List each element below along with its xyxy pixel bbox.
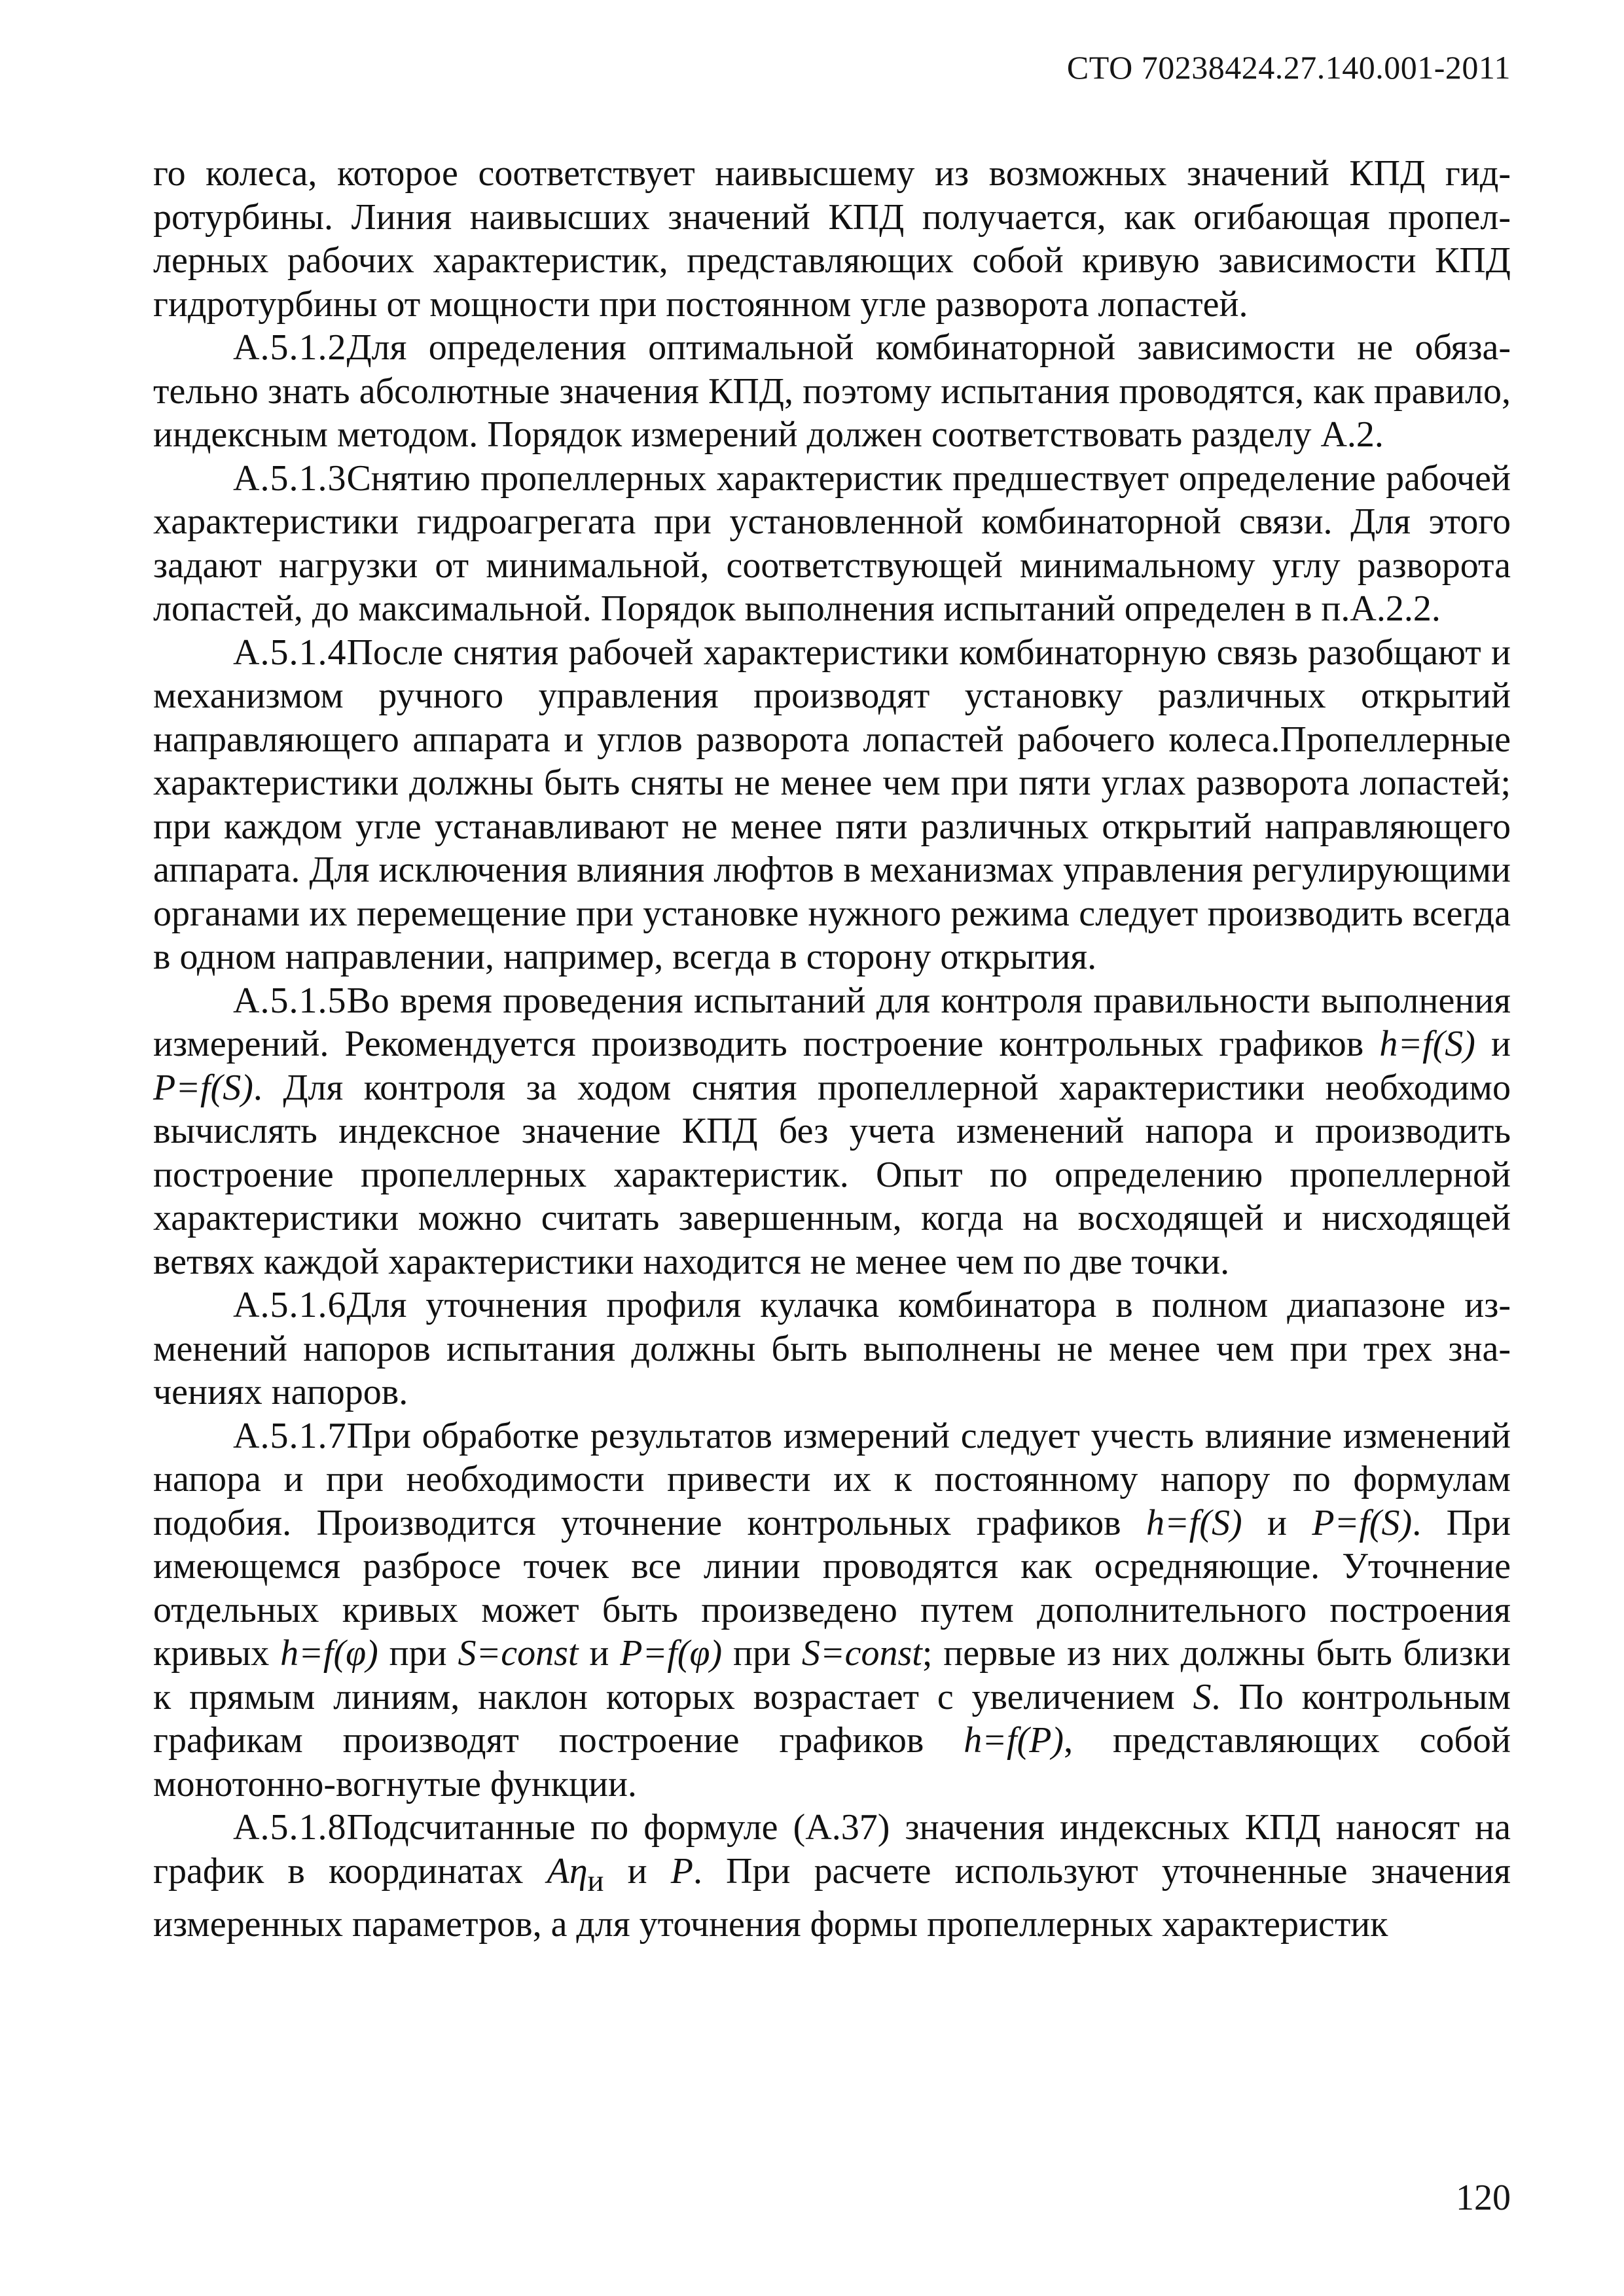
formula: h=f(P) <box>964 1720 1064 1761</box>
formula: Aη <box>547 1850 588 1892</box>
paragraph-a-5-1-6 <box>153 1283 1511 1414</box>
paragraph-text: Во время проведения испытаний для контроля правильности выполнения измерений. Рекомендуется производить построение контрольных графиков <box>153 980 1511 1064</box>
paragraph-text: при <box>378 1633 458 1674</box>
formula: S <box>1193 1676 1212 1717</box>
clause-number: А.5.1.2 <box>233 327 347 368</box>
formula: h=f(S) <box>1146 1502 1242 1543</box>
paragraph-text: . При расчете используют уточненные значения измеренных параметров, а для уточнения формы пропеллерных характеристик <box>153 1850 1511 1945</box>
paragraph-text: и <box>1475 1024 1511 1064</box>
paragraph-text: , представляющих собой монотонно-вогнутые функции. <box>153 1720 1511 1804</box>
clause-number: А.5.1.8 <box>233 1807 347 1848</box>
paragraph-text: го колеса, которое соответствует наивысшему из возможных значений КПД гидротурбины. Линия наивысших значений КПД получается, как огибающая пропеллерных рабочих характеристик, представляющих собой кривую зависимости КПД гидротурбины от мощности при постоянном угле разворота лопастей. <box>153 153 1511 325</box>
paragraph-text: Для определения оптимальной комбинаторной зависимости не обязательно знать абсолютные значения КПД, поэтому испытания проводятся, как правило, индексным методом. Порядок измерений должен соответствовать разделу А.2. <box>153 327 1511 455</box>
paragraph-a-5-1-8 <box>153 1806 1511 1946</box>
page-number: 120 <box>1456 2178 1511 2218</box>
paragraph-text: ; первые из них должны быть близки к прямым линиям, наклон которых возрастает с увеличением <box>153 1633 1511 1717</box>
paragraph-a-5-1-7 <box>153 1414 1511 1806</box>
formula: h=f(S) <box>1379 1024 1475 1064</box>
formula: P=f(S) <box>1312 1502 1413 1543</box>
document-code-header: СТО 70238424.27.140.001-2011 <box>1066 49 1511 86</box>
clause-number: А.5.1.3 <box>233 457 347 499</box>
paragraph-a-5-1-2 <box>153 326 1511 457</box>
paragraph-text: и <box>1242 1502 1312 1543</box>
paragraph-text: и <box>604 1850 671 1892</box>
paragraph-text: Снятию пропеллерных характеристик предшествует определение рабочей характеристики гидроагрегата при установленной комбинаторной связи. Для этого задают нагрузки от минимальной, соответствующей минимальному углу разворота лопастей, до максимальной. Порядок выполнения испытаний определен в п.А.2.2. <box>153 457 1511 629</box>
formula: S=const <box>458 1633 579 1674</box>
paragraph-text: при <box>722 1633 802 1674</box>
formula: h=f(φ) <box>280 1633 378 1674</box>
body-text <box>153 152 1511 1946</box>
paragraph-text: . Для контроля за ходом снятия пропеллерной характеристики необходимо вычислять индексное значение КПД без учета изменений напора и производить построение пропеллерных характеристик. Опыт по определению пропеллерной характеристики можно считать завершенным, когда на восходящей и нисходящей ветвях каждой характеристики находится не менее чем по две точки. <box>153 1067 1511 1282</box>
clause-number: А.5.1.6 <box>233 1285 347 1325</box>
paragraph-text: После снятия рабочей характеристики комбинаторную связь разобщают и механизмом ручного управления производят установку различных открытий направляющего аппарата и углов разворота лопастей рабочего колеса.Пропеллерные характеристики должны быть сняты не менее чем при пяти углах разворота лопастей; при каждом угле устанавливают не менее пяти различных открытий направляющего аппарата. Для исключения влияния люфтов в механизмах управления регулирующими органами их перемещение при установке нужного режима следует производить всегда в одном направлении, например, всегда в сторону открытия. <box>153 632 1511 977</box>
paragraph-text: и <box>578 1633 621 1674</box>
paragraph-a-5-1-3 <box>153 457 1511 631</box>
formula-subscript: и <box>587 1863 604 1898</box>
paragraph-text: . При имеющемся разбросе точек все линии проводятся как осредняющие. Уточнение отдельных кривых может быть произведено путем дополнительного построения кривых <box>153 1502 1511 1674</box>
clause-number: А.5.1.4 <box>233 632 347 673</box>
clause-number: А.5.1.7 <box>233 1415 347 1456</box>
paragraph-text: При обработке результатов измерений следует учесть влияние изменений напора и при необходимости привести их к постоянному напору по формулам подобия. Производится уточнение контрольных графиков <box>153 1415 1511 1543</box>
paragraph-text: Для уточнения профиля кулачка комбинатора в полном диапазоне изменений напоров испытания должны быть выполнены не менее чем при трех значениях напоров. <box>153 1285 1511 1412</box>
paragraph-text: Подсчитанные по формуле (А.37) значения индексных КПД наносят на график в координатах <box>153 1807 1511 1892</box>
paragraph-continuation <box>153 152 1511 326</box>
clause-number: А.5.1.5 <box>233 980 347 1021</box>
formula: P=f(S) <box>153 1067 253 1108</box>
paragraph-text: . По контрольным графикам производят построение графиков <box>153 1676 1511 1761</box>
paragraph-a-5-1-5 <box>153 979 1511 1284</box>
formula: P=f(φ) <box>620 1633 723 1674</box>
formula: S=const <box>801 1633 922 1674</box>
formula: P <box>670 1850 693 1892</box>
paragraph-a-5-1-4 <box>153 631 1511 979</box>
